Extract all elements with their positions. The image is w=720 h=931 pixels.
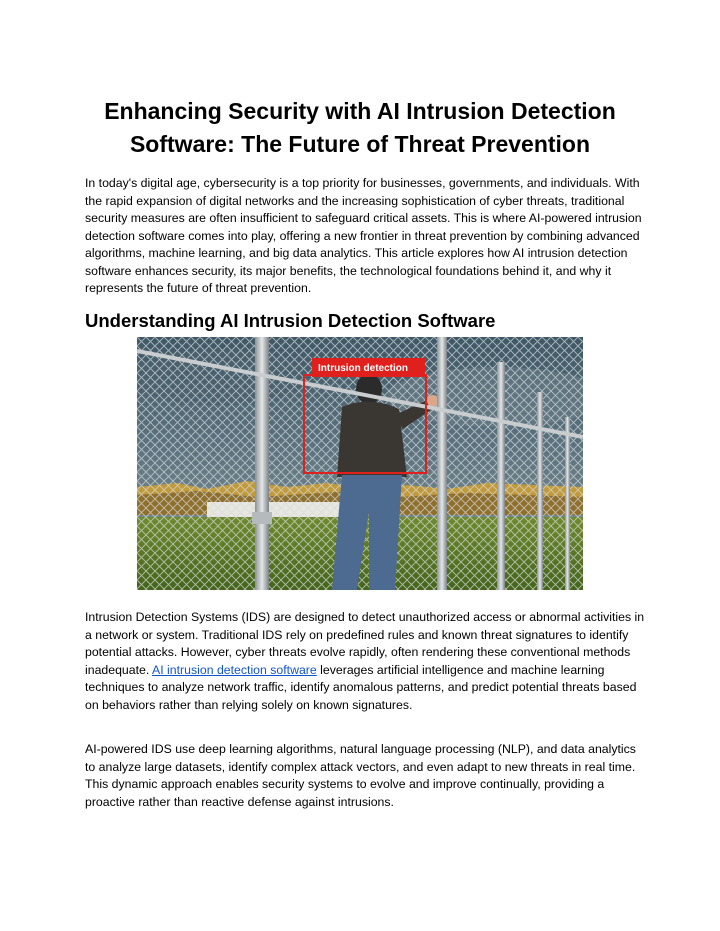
ids-paragraph-text-after: leverages artificial intelligence and machine learning techniques to analyze network traffic, identify anomalous patterns, and predict potential threats based on behaviors rather than relying solely on known signatures. [85, 662, 637, 712]
ai-intrusion-detection-link[interactable]: AI intrusion detection software [152, 662, 317, 677]
ids-paragraph-text-before: Intrusion Detection Systems (IDS) are designed to detect unauthorized access or abnormal activities in a network or system. Traditional IDS rely on predefined rules and known threat signatures to identify potential attacks. However, cyber threats evolve rapidly, often rendering these conventional methods inadequate. [85, 610, 645, 677]
fence-post [437, 337, 447, 590]
fence-post [537, 392, 543, 590]
section-heading: Understanding AI Intrusion Detection Software [85, 310, 496, 331]
detection-label: Intrusion detection [318, 363, 408, 374]
document-title: Enhancing Security with AI Intrusion Detection Software: The Future of Threat Prevention [104, 98, 616, 157]
fence-post [497, 362, 505, 590]
intrusion-detection-photo [137, 337, 583, 590]
intro-paragraph: In today's digital age, cybersecurity is a top priority for businesses, governments, and individuals. With the rapid expansion of digital networks and the increasing sophistication of cyber threats, traditional security measures are often insufficient to safeguard critical assets. This is where AI-powered intrusion detection software comes into play, offering a new frontier in threat prevention by combining advanced algorithms, machine learning, and big data analytics. This article explores how AI intrusion detection software enhances security, its major benefits, the technological foundations behind it, and why it represents the future of threat prevention. [85, 176, 642, 295]
ids-paragraph [85, 609, 645, 714]
fence-post [565, 417, 570, 590]
ai-ids-paragraph: AI-powered IDS use deep learning algorithms, natural language processing (NLP), and data analytics to analyze large datasets, identify complex attack vectors, and even adapt to new threats in real time. This dynamic approach enables security systems to evolve and improve continually, providing a proactive rather than reactive defense against intrusions. [85, 742, 636, 809]
